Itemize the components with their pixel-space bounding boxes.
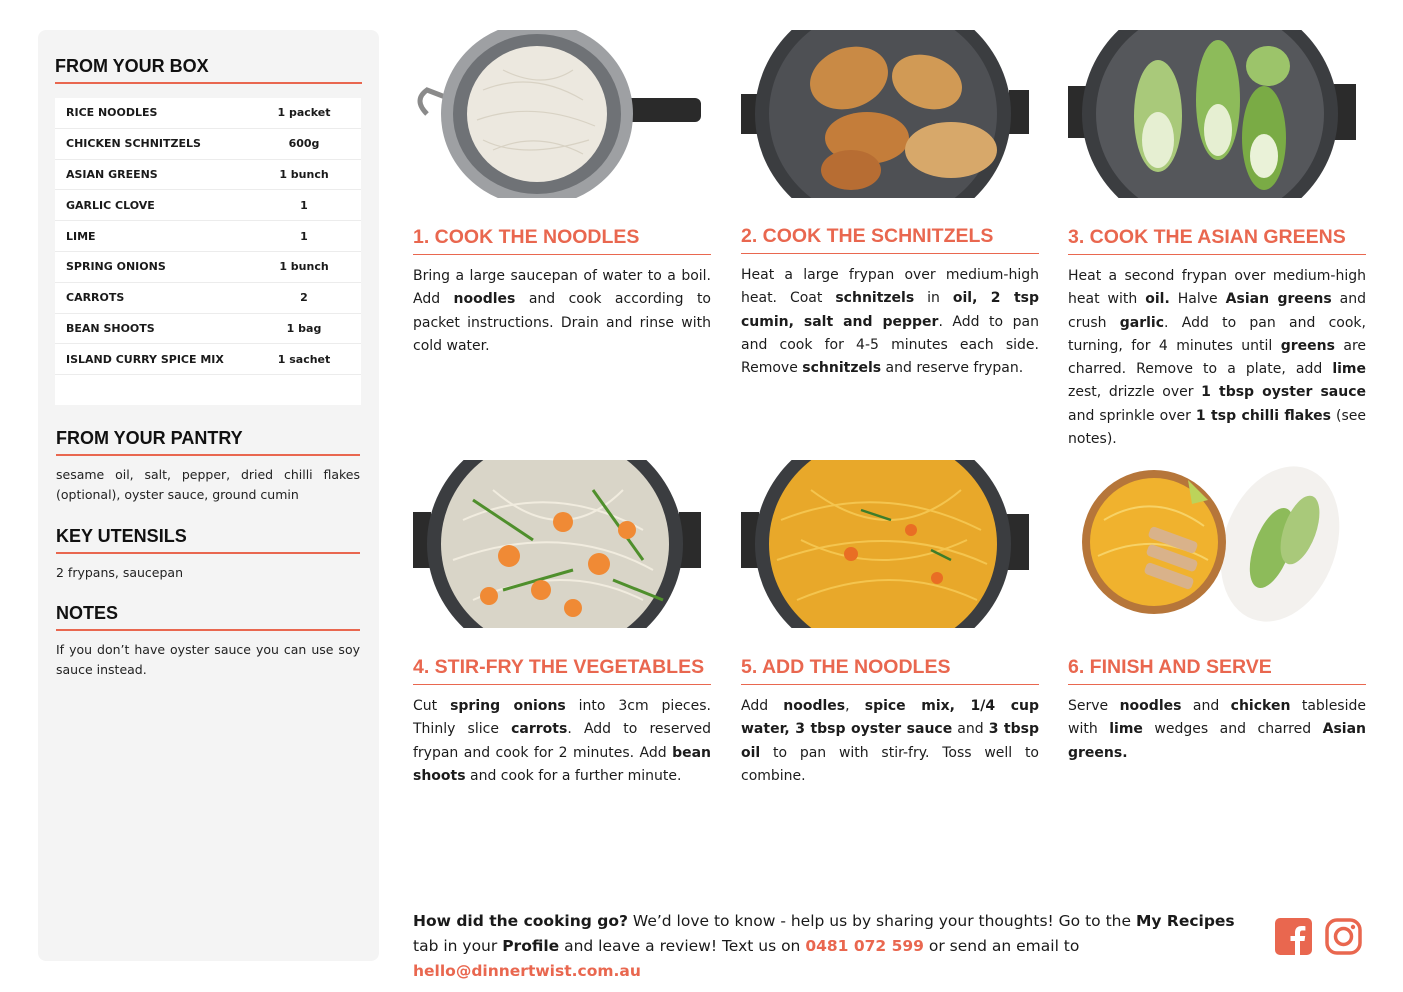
step-3 bbox=[1068, 30, 1366, 451]
asian-greens-in-frypan-photo bbox=[1068, 30, 1356, 198]
step-text-span: . Add to pan and cook for 4-5 minutes each side. Remove bbox=[741, 313, 1039, 377]
ingredient-name: LIME bbox=[66, 229, 96, 243]
pantry-text: sesame oil, salt, pepper, dried chilli flakes (optional), oyster sauce, ground cumin bbox=[56, 467, 360, 502]
schnitzels-in-frypan-photo bbox=[741, 30, 1029, 198]
step-1 bbox=[413, 30, 711, 358]
step-1-text bbox=[413, 265, 711, 358]
step-text-bold: carrots bbox=[511, 721, 568, 738]
step-6 bbox=[1068, 460, 1366, 765]
ingredient-row bbox=[55, 190, 361, 221]
ingredient-row bbox=[55, 314, 361, 345]
step-2-title: 2. COOK THE SCHNITZELS bbox=[741, 225, 1039, 254]
step-text-span: and bbox=[1181, 698, 1231, 714]
footer-text-3: and leave a review! Text us on bbox=[559, 937, 806, 955]
from-your-box-heading: FROM YOUR BOX bbox=[55, 56, 362, 84]
ingredient-row bbox=[55, 98, 361, 129]
step-text-span: in bbox=[914, 290, 953, 307]
utensils-heading: KEY UTENSILS bbox=[56, 526, 360, 554]
footer-email-link[interactable]: hello@dinnertwist.com.au bbox=[413, 962, 641, 980]
ingredient-name: ASIAN GREENS bbox=[66, 167, 158, 181]
step-text-span: into 3cm pieces. Thinly slice bbox=[413, 698, 711, 738]
ingredient-name: SPRING ONIONS bbox=[66, 260, 166, 274]
notes-text: If you don’t have oyster sauce you can use soy sauce instead. bbox=[56, 642, 360, 677]
ingredient-qty: 1 packet bbox=[277, 106, 331, 120]
ingredient-name: CHICKEN SCHNITZELS bbox=[66, 137, 201, 151]
step-2-text bbox=[741, 264, 1039, 380]
feedback-footer bbox=[413, 909, 1263, 984]
step-text-bold: 1 tsp chilli flakes bbox=[1195, 407, 1332, 424]
pantry-section bbox=[56, 428, 360, 505]
step-text-span: . Add to reserved frypan and cook for 2 minutes. Add bbox=[413, 721, 711, 761]
ingredient-row bbox=[55, 283, 361, 314]
ingredient-row bbox=[55, 129, 361, 160]
step-text-span: , bbox=[845, 698, 865, 714]
step-text-bold: lime bbox=[1332, 361, 1366, 378]
step-text-bold: oil. bbox=[1145, 291, 1170, 308]
step-text-bold: Asian greens bbox=[1225, 291, 1332, 308]
step-4 bbox=[413, 460, 711, 788]
footer-my-recipes: My Recipes bbox=[1135, 912, 1235, 930]
step-text-span: zest, drizzle over bbox=[1068, 384, 1202, 401]
step-text-span: and cook for a further minute. bbox=[465, 767, 682, 784]
ingredient-qty: 1 bbox=[300, 198, 308, 212]
ingredient-row bbox=[55, 344, 361, 375]
ingredients-table bbox=[55, 98, 361, 405]
step-text-bold: noodles bbox=[453, 291, 516, 308]
ingredient-qty: 2 bbox=[300, 291, 308, 305]
ingredient-row bbox=[55, 252, 361, 283]
step-text-span: Bring a large saucepan of water to a boil. Add bbox=[413, 268, 711, 308]
facebook-icon[interactable] bbox=[1275, 918, 1312, 955]
notes-heading: NOTES bbox=[56, 603, 360, 631]
step-2 bbox=[741, 30, 1039, 380]
ingredient-qty: 1 sachet bbox=[277, 352, 331, 366]
ingredient-qty: 1 bunch bbox=[279, 167, 329, 181]
step-4-title: 4. STIR-FRY THE VEGETABLES bbox=[413, 656, 711, 685]
step-text-bold: bean shoots bbox=[413, 744, 711, 784]
step-text-bold: schnitzels bbox=[835, 290, 915, 307]
step-text-bold: noodles bbox=[1119, 698, 1182, 714]
ingredient-qty: 1 bag bbox=[286, 321, 322, 335]
footer-profile: Profile bbox=[502, 937, 560, 955]
instagram-icon[interactable] bbox=[1325, 918, 1362, 955]
footer-question: How did the cooking go? bbox=[413, 912, 628, 930]
step-text-bold: 3 tbsp oil bbox=[741, 721, 1040, 761]
ingredient-name: ISLAND CURRY SPICE MIX bbox=[66, 352, 224, 366]
step-text-span: (see notes). bbox=[1068, 407, 1367, 448]
ingredient-row bbox=[55, 160, 361, 191]
step-5 bbox=[741, 460, 1039, 788]
footer-phone-link[interactable]: 0481 072 599 bbox=[805, 937, 924, 955]
step-text-bold: greens bbox=[1280, 337, 1335, 354]
step-3-title: 3. COOK THE ASIAN GREENS bbox=[1068, 226, 1366, 255]
step-1-title: 1. COOK THE NOODLES bbox=[413, 226, 711, 255]
footer-text-1: We’d love to know - help us by sharing your thoughts! Go to the bbox=[627, 912, 1136, 930]
footer-text-4: or send an email to bbox=[923, 937, 1080, 955]
ingredient-name: RICE NOODLES bbox=[66, 106, 158, 120]
ingredient-name: GARLIC CLOVE bbox=[66, 198, 155, 212]
step-text-span: Cut bbox=[413, 698, 451, 714]
step-text-bold: Asian greens. bbox=[1068, 721, 1367, 761]
step-text-bold: spring onions bbox=[450, 698, 566, 714]
step-text-bold: oil, 2 tsp cumin, salt and pepper bbox=[741, 290, 1039, 330]
ingredient-qty: 1 bbox=[300, 229, 308, 243]
step-text-span: are charred. Remove to a plate, add bbox=[1068, 337, 1367, 378]
step-text-span: and crush bbox=[1068, 291, 1366, 331]
ingredient-qty: 600g bbox=[288, 137, 320, 151]
utensils-section bbox=[56, 526, 360, 583]
step-6-title: 6. FINISH AND SERVE bbox=[1068, 656, 1366, 685]
stir-fry-vegetables-photo bbox=[413, 460, 701, 628]
step-text-span: tableside with bbox=[1068, 698, 1366, 738]
step-text-bold: spice mix, 1/4 cup water, 3 tbsp oyster sauce bbox=[741, 698, 1040, 738]
step-6-text bbox=[1068, 695, 1366, 765]
pantry-heading: FROM YOUR PANTRY bbox=[56, 428, 360, 456]
plated-dish-photo bbox=[1068, 460, 1356, 628]
step-text-span: and sprinkle over bbox=[1068, 407, 1196, 424]
step-text-span: Heat a large frypan over medium-high heat. Coat bbox=[741, 267, 1039, 307]
step-text-bold: schnitzels bbox=[802, 360, 882, 377]
step-text-bold: 1 tbsp oyster sauce bbox=[1201, 384, 1366, 401]
ingredient-qty: 1 bunch bbox=[279, 260, 329, 274]
step-text-bold: lime bbox=[1109, 721, 1143, 738]
step-text-span: and bbox=[952, 721, 989, 738]
step-text-bold: chicken bbox=[1230, 698, 1291, 714]
step-text-span: Add bbox=[741, 698, 784, 714]
ingredient-name: BEAN SHOOTS bbox=[66, 321, 155, 335]
step-text-bold: noodles bbox=[783, 698, 846, 714]
footer-text-2: tab in your bbox=[413, 937, 503, 955]
step-3-text bbox=[1068, 265, 1366, 451]
step-4-text bbox=[413, 695, 711, 788]
step-text-span: . Add to pan and cook, turning, for 4 minutes until bbox=[1068, 314, 1366, 354]
step-5-text bbox=[741, 695, 1039, 788]
step-text-span: and reserve frypan. bbox=[881, 360, 1024, 377]
curry-noodles-in-frypan-photo bbox=[741, 460, 1029, 628]
step-text-span: and cook according to packet instructions. Drain and rinse with cold water. bbox=[413, 291, 711, 354]
ingredient-row bbox=[55, 221, 361, 252]
step-text-span: wedges and charred bbox=[1142, 721, 1323, 738]
utensils-text: 2 frypans, saucepan bbox=[56, 565, 184, 580]
step-5-title: 5. ADD THE NOODLES bbox=[741, 656, 1039, 685]
ingredients-sidebar bbox=[38, 30, 379, 961]
notes-section bbox=[56, 603, 360, 680]
step-text-span: to pan with stir-fry. Toss well to combine. bbox=[741, 744, 1039, 784]
ingredient-name: CARROTS bbox=[66, 291, 125, 305]
step-text-span: Halve bbox=[1169, 291, 1226, 308]
step-text-span: Heat a second frypan over medium-high heat with bbox=[1068, 268, 1366, 308]
noodles-in-colander-photo bbox=[413, 30, 701, 198]
step-text-span: Serve bbox=[1068, 698, 1120, 714]
step-text-bold: garlic bbox=[1119, 314, 1165, 331]
